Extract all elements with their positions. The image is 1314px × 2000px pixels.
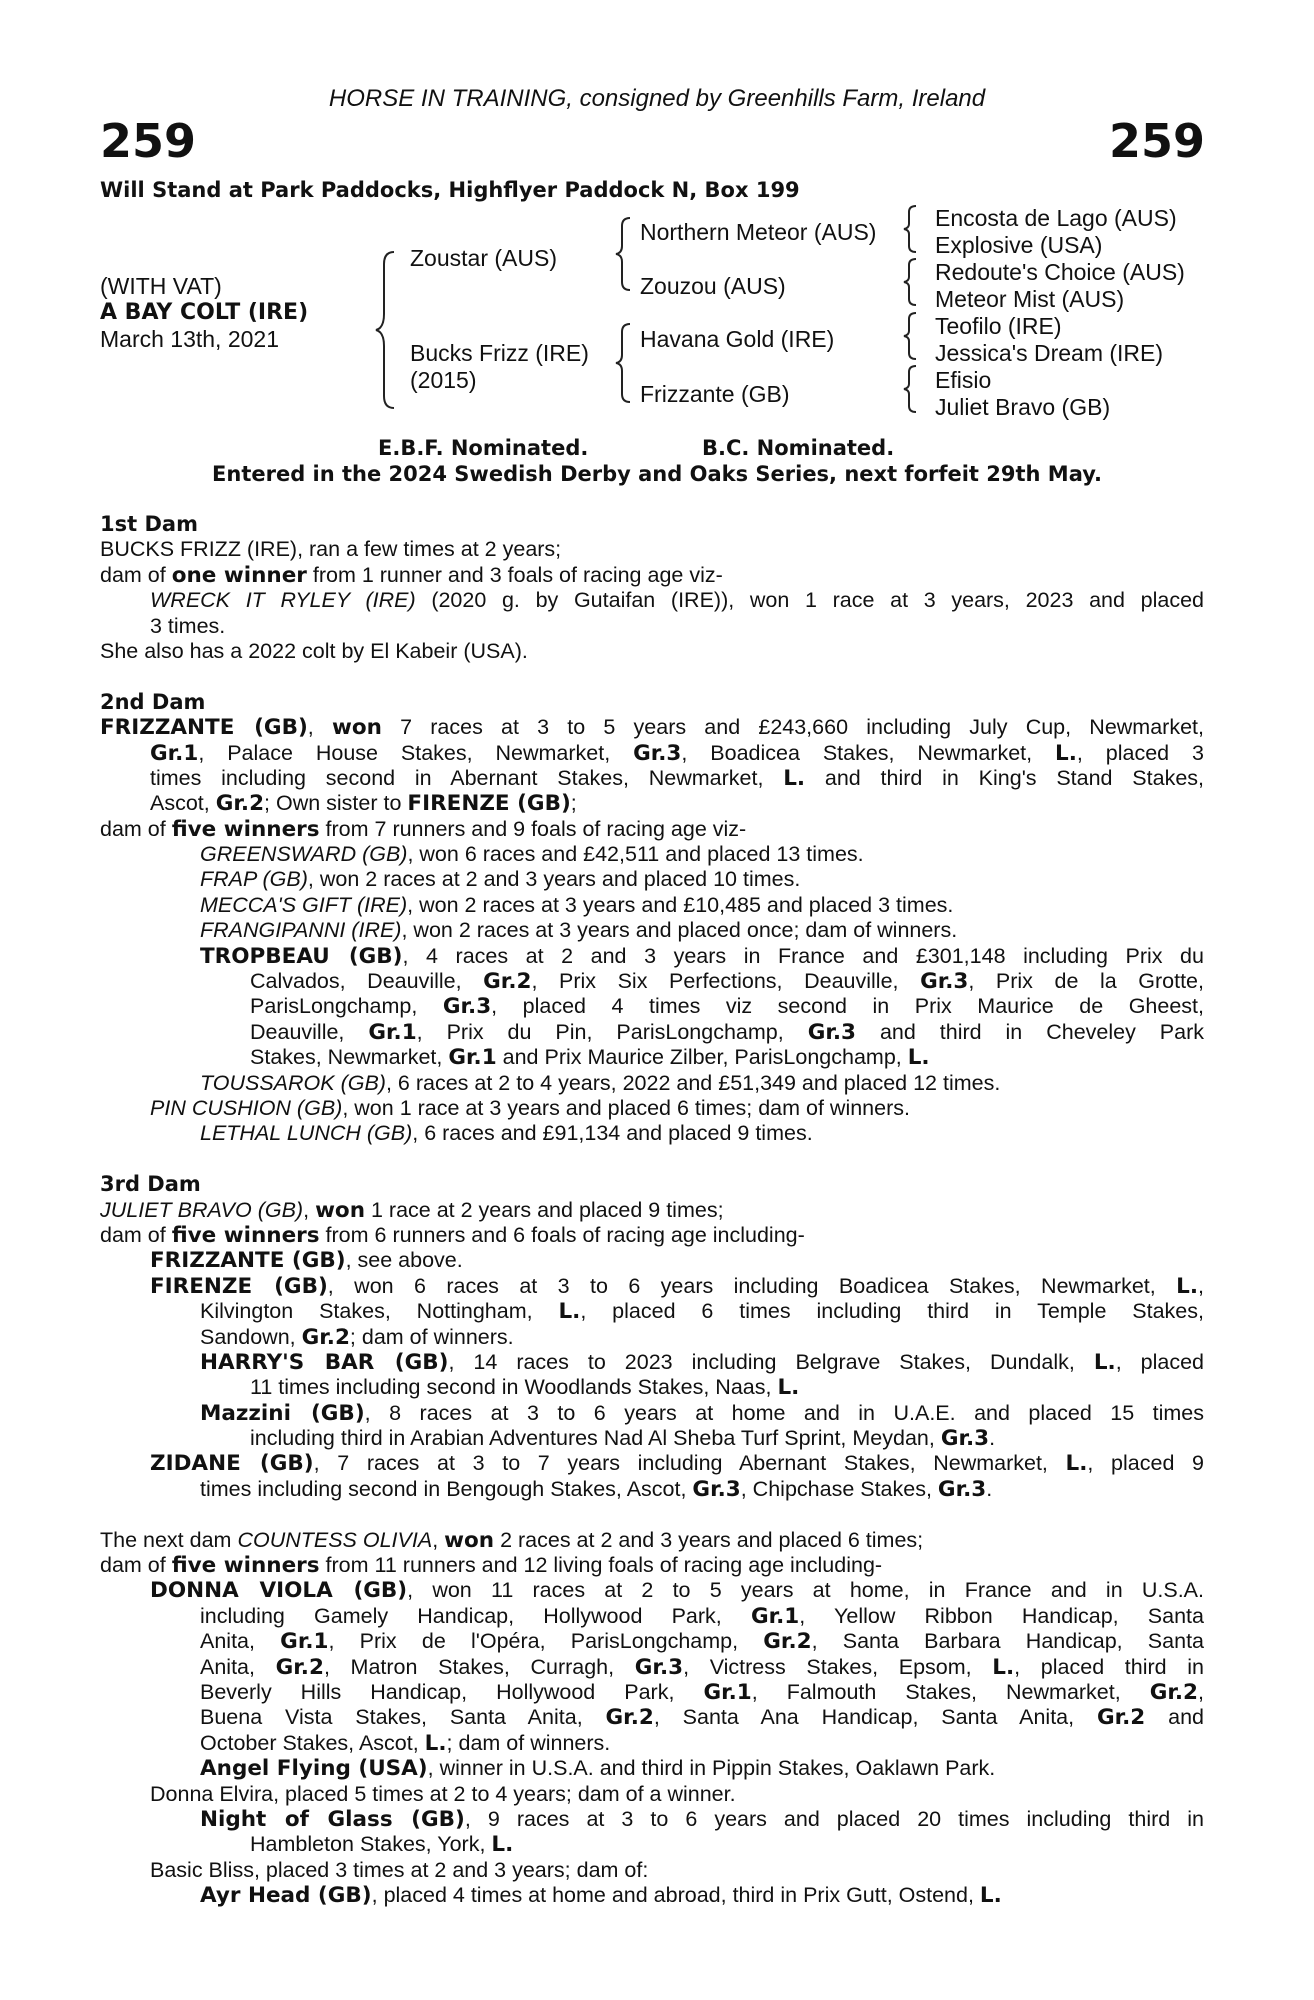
next-dam-line: including Gamely Handicap, Hollywood Park, Gr.1, Yellow Ribbon Handicap, Santa bbox=[200, 1603, 1204, 1629]
ggp-8: Juliet Bravo (GB) bbox=[935, 394, 1111, 420]
next-dam-line: Hambleton Stakes, York, L. bbox=[250, 1832, 514, 1858]
ggp-3: Redoute's Choice (AUS) bbox=[935, 259, 1185, 285]
next-dam-line: Anita, Gr.2, Matron Stakes, Curragh, Gr.3, Victress Stakes, Epsom, L., placed third in bbox=[200, 1654, 1204, 1680]
sire-dam-name: Zouzou (AUS) bbox=[640, 273, 786, 299]
gg-brace-2 bbox=[900, 257, 920, 307]
sire-name: Zoustar (AUS) bbox=[410, 245, 557, 271]
next-dam-line: Anita, Gr.1, Prix de l'Opéra, ParisLongchamp, Gr.2, Santa Barbara Handicap, Santa bbox=[200, 1629, 1204, 1655]
dam-name: Bucks Frizz (IRE) bbox=[410, 340, 589, 366]
first-dam-line: BUCKS FRIZZ (IRE), ran a few times at 2 years; bbox=[100, 537, 562, 562]
third-dam-line: dam of five winners from 6 runners and 6 foals of racing age including- bbox=[100, 1222, 805, 1248]
location-line: Will Stand at Park Paddocks, Highflyer Paddock N, Box 199 bbox=[100, 178, 800, 202]
next-dam-line: Donna Elvira, placed 5 times at 2 to 4 years; dam of a winner. bbox=[150, 1781, 736, 1806]
second-dam-line: FRIZZANTE (GB), won 7 races at 3 to 5 years and £243,660 including July Cup, Newmarket, bbox=[100, 715, 1204, 741]
next-dam-line: Night of Glass (GB), 9 races at 3 to 6 years and placed 20 times including third in bbox=[200, 1806, 1204, 1832]
next-dam-line: Beverly Hills Handicap, Hollywood Park, Gr.1, Falmouth Stakes, Newmarket, Gr.2, bbox=[200, 1679, 1204, 1705]
ggp-6: Jessica's Dream (IRE) bbox=[935, 340, 1164, 366]
first-dam-line: She also has a 2022 colt by El Kabeir (USA). bbox=[100, 638, 528, 663]
entries-line: Entered in the 2024 Swedish Derby and Oaks Series, next forfeit 29th May. bbox=[212, 462, 1102, 486]
ggp-2: Explosive (USA) bbox=[935, 232, 1103, 258]
gg-brace-3 bbox=[900, 311, 920, 361]
second-dam-line: Calvados, Deauville, Gr.2, Prix Six Perfections, Deauville, Gr.3, Prix de la Grotte, bbox=[250, 969, 1204, 995]
second-dam-line: times including second in Abernant Stakes, Newmarket, L. and third in King's Stand Stakes, bbox=[150, 765, 1204, 791]
second-dam-line: TROPBEAU (GB), 4 races at 2 and 3 years in France and £301,148 including Prix du bbox=[200, 943, 1204, 969]
second-dam-line: Ascot, Gr.2; Own sister to FIRENZE (GB); bbox=[150, 791, 577, 817]
third-dam-line: including third in Arabian Adventures Nad Al Sheba Turf Sprint, Meydan, Gr.3. bbox=[250, 1426, 996, 1452]
first-dam-heading: 1st Dam bbox=[100, 512, 198, 536]
second-dam-line: MECCA'S GIFT (IRE), won 2 races at 3 years and £10,485 and placed 3 times. bbox=[200, 892, 954, 917]
third-dam-line: JULIET BRAVO (GB), won 1 race at 2 years and placed 9 times; bbox=[100, 1197, 724, 1223]
third-dam-line: ZIDANE (GB), 7 races at 3 to 7 years including Abernant Stakes, Newmarket, L., placed 9 bbox=[150, 1451, 1204, 1477]
second-dam-line: GREENSWARD (GB), won 6 races and £42,511 and placed 13 times. bbox=[200, 842, 864, 867]
second-dam-line: FRANGIPANNI (IRE), won 2 races at 3 years and placed once; dam of winners. bbox=[200, 918, 958, 943]
second-dam-line: PIN CUSHION (GB), won 1 race at 3 years and placed 6 times; dam of winners. bbox=[150, 1095, 910, 1120]
second-dam-line: TOUSSAROK (GB), 6 races at 2 to 4 years, 2022 and £51,349 and placed 12 times. bbox=[200, 1070, 1001, 1095]
consignment-header: HORSE IN TRAINING, consigned by Greenhills Farm, Ireland bbox=[328, 85, 986, 112]
next-dam-line: dam of five winners from 11 runners and 12 living foals of racing age including- bbox=[100, 1553, 883, 1579]
pedigree-main-brace bbox=[370, 250, 400, 410]
ebf-nomination: E.B.F. Nominated. bbox=[378, 436, 589, 460]
ggp-1: Encosta de Lago (AUS) bbox=[935, 205, 1177, 231]
ggp-4: Meteor Mist (AUS) bbox=[935, 286, 1125, 312]
third-dam-line: HARRY'S BAR (GB), 14 races to 2023 including Belgrave Stakes, Dundalk, L., placed bbox=[200, 1349, 1204, 1375]
second-dam-line: FRAP (GB), won 2 races at 2 and 3 years and placed 10 times. bbox=[200, 867, 801, 892]
next-dam-line: Angel Flying (USA), winner in U.S.A. and third in Pippin Stakes, Oaklawn Park. bbox=[200, 1756, 996, 1782]
third-dam-heading: 3rd Dam bbox=[100, 1172, 201, 1197]
lot-number-left: 259 bbox=[100, 114, 197, 168]
bc-nomination: B.C. Nominated. bbox=[702, 436, 895, 460]
next-dam-line: October Stakes, Ascot, L.; dam of winners. bbox=[200, 1730, 611, 1756]
second-dam-line: Deauville, Gr.1, Prix du Pin, ParisLongchamp, Gr.3 and third in Cheveley Park bbox=[250, 1019, 1204, 1045]
third-dam-line: Sandown, Gr.2; dam of winners. bbox=[200, 1324, 514, 1350]
ggp-5: Teofilo (IRE) bbox=[935, 313, 1062, 339]
second-dam-line: LETHAL LUNCH (GB), 6 races and £91,134 and placed 9 times. bbox=[200, 1121, 813, 1146]
gg-brace-4 bbox=[900, 364, 920, 414]
second-dam-line: ParisLongchamp, Gr.3, placed 4 times viz second in Prix Maurice de Gheest, bbox=[250, 994, 1204, 1020]
dam-family-text bbox=[100, 512, 1204, 1908]
second-dam-heading: 2nd Dam bbox=[100, 689, 206, 714]
sire-sire-name: Northern Meteor (AUS) bbox=[640, 219, 877, 245]
first-dam-line: dam of one winner from 1 runner and 3 foals of racing age viz- bbox=[100, 562, 723, 588]
second-dam-line: dam of five winners from 7 runners and 9 foals of racing age viz- bbox=[100, 816, 747, 842]
dam-year: (2015) bbox=[410, 367, 477, 393]
second-dam-line: Stakes, Newmarket, Gr.1 and Prix Maurice Zilber, ParisLongchamp, L. bbox=[250, 1045, 930, 1071]
horse-name: A BAY COLT (IRE) bbox=[100, 300, 309, 325]
sire-brace bbox=[612, 216, 634, 292]
dam-brace bbox=[612, 322, 634, 404]
first-dam-line: 3 times. bbox=[150, 613, 226, 638]
third-dam-line: FRIZZANTE (GB), see above. bbox=[150, 1248, 463, 1274]
vat-note: (WITH VAT) bbox=[100, 273, 222, 299]
second-dam-line: Gr.1, Palace House Stakes, Newmarket, Gr.3, Boadicea Stakes, Newmarket, L., placed 3 bbox=[150, 740, 1204, 766]
lot-number-right: 259 bbox=[1108, 114, 1205, 168]
third-dam-line: times including second in Bengough Stakes, Ascot, Gr.3, Chipchase Stakes, Gr.3. bbox=[200, 1476, 993, 1502]
next-dam-line: Ayr Head (GB), placed 4 times at home and abroad, third in Prix Gutt, Ostend, L. bbox=[200, 1883, 1002, 1909]
next-dam-line: DONNA VIOLA (GB), won 11 races at 2 to 5 years at home, in France and in U.S.A. bbox=[150, 1578, 1204, 1604]
third-dam-line: Kilvington Stakes, Nottingham, L., placed 6 times including third in Temple Stakes, bbox=[200, 1299, 1204, 1325]
first-dam-line: WRECK IT RYLEY (IRE) (2020 g. by Gutaifan (IRE)), won 1 race at 3 years, 2023 and placed bbox=[150, 588, 1204, 613]
gg-brace-1 bbox=[900, 204, 920, 254]
third-dam-line: FIRENZE (GB), won 6 races at 3 to 6 years including Boadicea Stakes, Newmarket, L., bbox=[150, 1273, 1204, 1299]
dam-sire-name: Havana Gold (IRE) bbox=[640, 326, 835, 352]
foaling-date: March 13th, 2021 bbox=[100, 326, 280, 352]
next-dam-line: Basic Bliss, placed 3 times at 2 and 3 years; dam of: bbox=[150, 1857, 649, 1882]
third-dam-line: Mazzini (GB), 8 races at 3 to 6 years at home and in U.A.E. and placed 15 times bbox=[200, 1400, 1204, 1426]
third-dam-line: 11 times including second in Woodlands Stakes, Naas, L. bbox=[250, 1375, 800, 1401]
next-dam-line: The next dam COUNTESS OLIVIA, won 2 races at 2 and 3 years and placed 6 times; bbox=[100, 1527, 924, 1553]
next-dam-line: Buena Vista Stakes, Santa Anita, Gr.2, Santa Ana Handicap, Santa Anita, Gr.2 and bbox=[200, 1705, 1204, 1731]
ggp-7: Efisio bbox=[935, 367, 992, 393]
dam-dam-name: Frizzante (GB) bbox=[640, 381, 790, 407]
